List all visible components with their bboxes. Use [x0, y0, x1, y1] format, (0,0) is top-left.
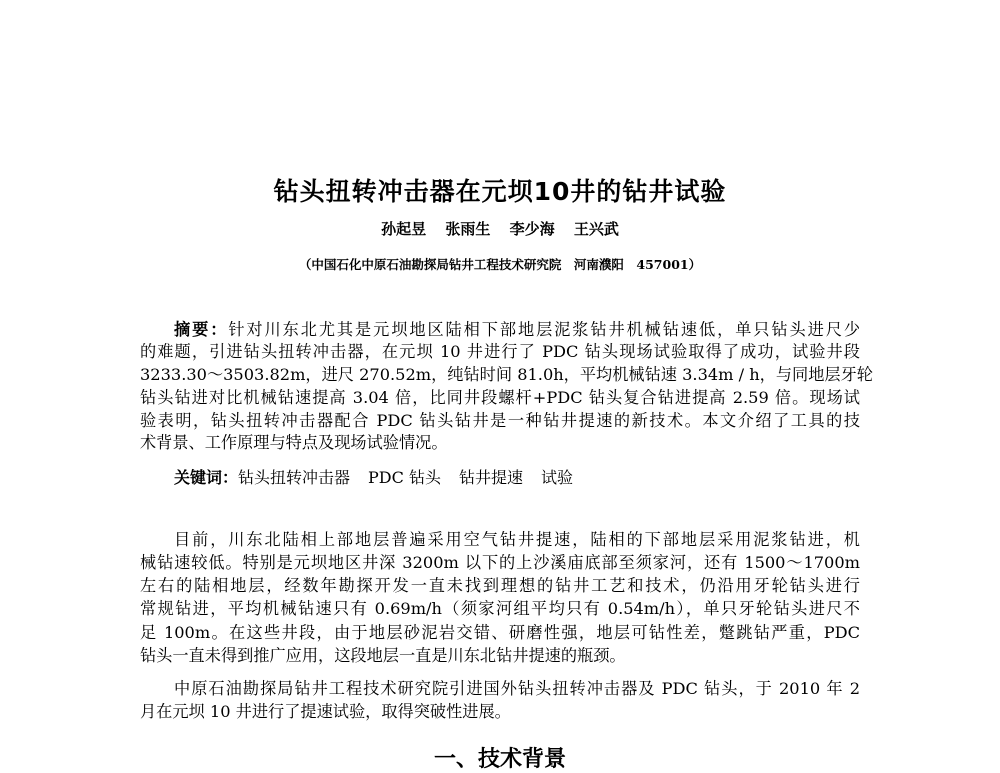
body-line: 钻头一直未得到推广应用，这段地层一直是川东北钻井提速的瓶颈。 [140, 646, 626, 665]
affiliation: （中国石化中原石油勘探局钻井工程技术研究院 河南濮阳 457001） [298, 257, 702, 272]
body-line: 足 100m。在这些井段，由于地层砂泥岩交错、研磨性强，地层可钻性差，蹩跳钻严重，PDC [140, 623, 860, 642]
abstract-line: 验表明，钻头扭转冲击器配合 PDC 钻头钻井是一种钻井提速的新技术。本文介绍了工具的技 [140, 411, 860, 430]
abstract-line: 的难题，引进钻头扭转冲击器，在元坝 10 井进行了 PDC 钻头现场试验取得了成功，试验井段 [140, 342, 860, 361]
abstract-line: 术背景、工作原理与特点及现场试验情况。 [140, 433, 448, 452]
body-line: 中原石油勘探局钻井工程技术研究院引进国外钻头扭转冲击器及 PDC 钻头，于 2010 年 2 [174, 679, 860, 698]
keywords [174, 465, 591, 488]
body-line: 目前，川东北陆相上部地层普遍采用空气钻井提速，陆相的下部地层采用泥浆钻进，机 [174, 530, 860, 549]
keyword: PDC 钻头 [368, 468, 441, 487]
abstract-line: 钻头钻进对比机械钻速提高 3.04 倍，比同井段螺杆+PDC 钻头复合钻进提高 2.59 倍。现场试 [140, 388, 860, 407]
abstract-line: 3233.30～3503.82m，进尺 270.52m，纯钻时间 81.0h，平均机械钻速 3.34m / h，与同地层牙轮 [140, 365, 873, 384]
paper-title: 钻头扭转冲击器在元坝10井的钻井试验 [273, 177, 727, 206]
keyword: 钻井提速 [458, 468, 523, 487]
body-line: 月在元坝 10 井进行了提速试验，取得突破性进展。 [140, 702, 511, 721]
body-line: 左右的陆相地层，经数年勘探开发一直未找到理想的钻井工艺和技术，仍沿用牙轮钻头进行 [140, 576, 860, 595]
authors: 孙起昱 张雨生 李少海 王兴武 [381, 220, 619, 238]
body-line: 常规钻进，平均机械钻速只有 0.69m/h（须家河组平均只有 0.54m/h），单只牙轮钻头进尺不 [140, 599, 860, 618]
section-heading: 一、技术背景 [433, 747, 566, 772]
abstract-line [174, 320, 860, 340]
keyword: 试验 [540, 468, 573, 487]
keywords-label: 关键词： [174, 468, 239, 487]
abstract-text: 针对川东北尤其是元坝地区陆相下部地层泥浆钻井机械钻速低，单只钻头进尺少 [228, 320, 861, 339]
abstract-label: 摘要： [174, 320, 229, 339]
keyword: 钻头扭转冲击器 [238, 468, 351, 487]
body-line: 械钻速较低。特别是元坝地区井深 3200m 以下的上沙溪庙底部至须家河，还有 1500～1700m [140, 553, 860, 572]
